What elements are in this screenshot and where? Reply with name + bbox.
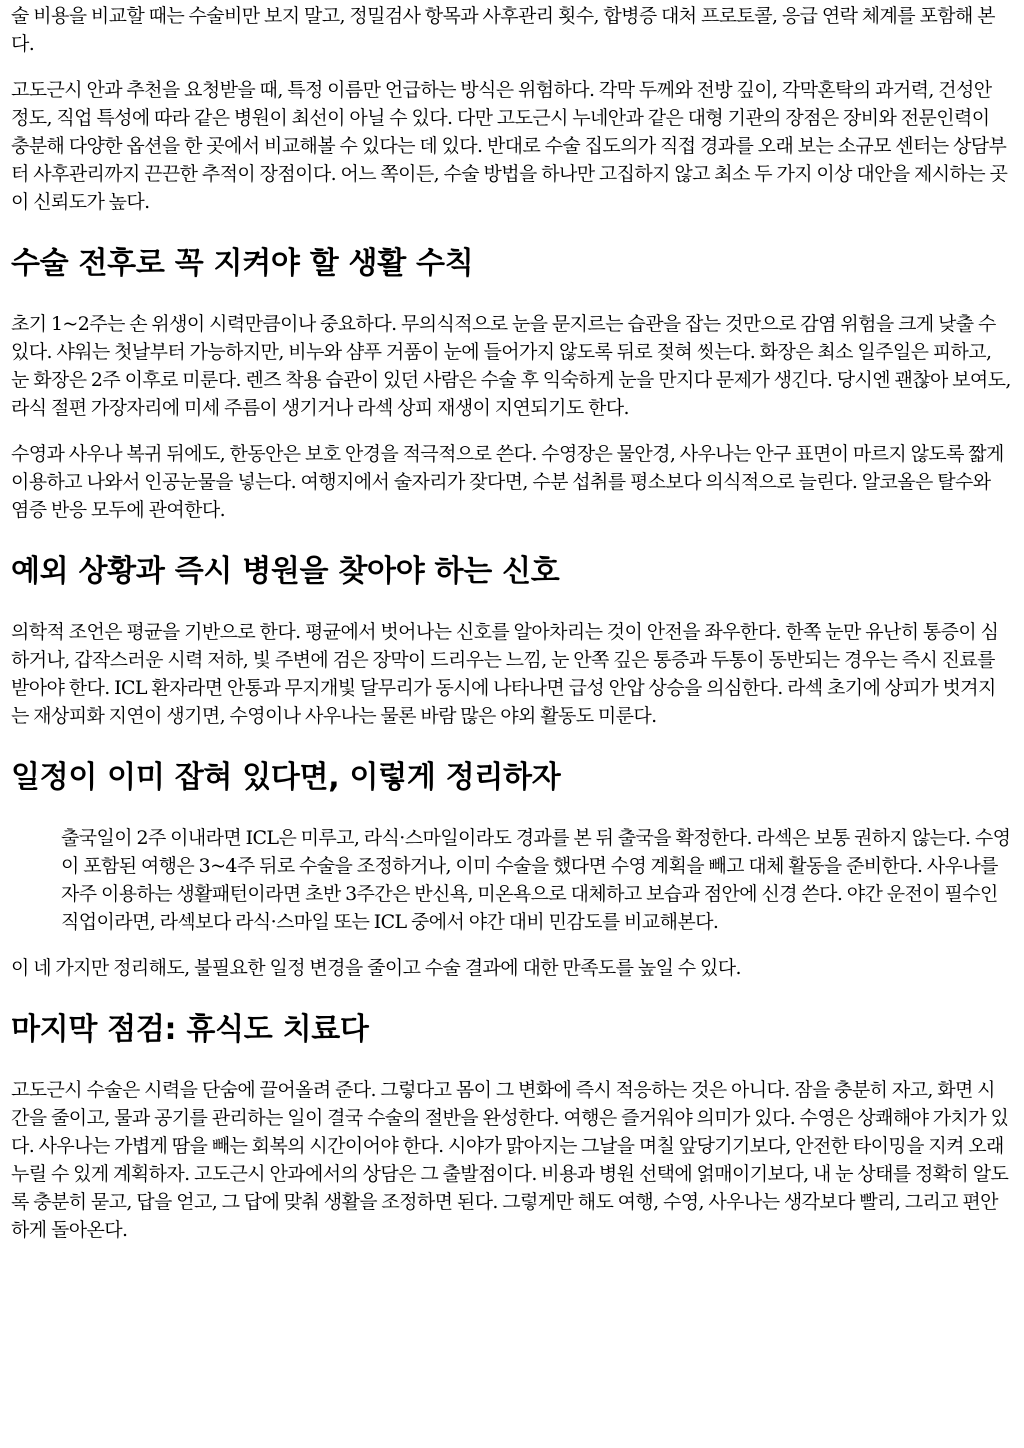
section-heading-final-check: 마지막 점검: 휴식도 치료다 [11, 1012, 369, 1047]
lifestyle-paragraph-swimming-sauna: 수영과 사우나 복귀 뒤에도, 한동안은 보호 안경을 적극적으로 쓴다. 수영장은 물안경, 사우나는 안구 표면이 마르지 않도록 짧게 이용하고 나와서 인공눈물을 넣는다. 여행지에서 술자리가 잦다면, 수분 섭취를 평소보다 의식적으로 늘린다. 알코올은 탈수와 염증 반응 모두에 관여한다. [11, 443, 1004, 521]
section-heading-lifestyle-rules: 수술 전후로 꼭 지켜야 할 생활 수칙 [11, 246, 474, 281]
article-body [11, 0, 1011, 1244]
schedule-blockquote [61, 824, 1011, 936]
schedule-quote-text: 출국일이 2주 이내라면 ICL은 미루고, 라식·스마일이라도 경과를 본 뒤 출국을 확정한다. 라섹은 보통 권하지 않는다. 수영이 포함된 여행은 3~4주 뒤로 수술을 조정하거나, 이미 수술을 했다면 수영 계획을 빼고 대체 활동을 준비한다. 사우나를 자주 이용하는 생활패턴이라면 초반 3주간은 반신욕, 미온욕으로 대체하고 보습과 점안에 신경 쓴다. 야간 운전이 필수인 직업이라면, 라섹보다 라식·스마일 또는 ICL 중에서 야간 대비 민감도를 비교해본다. [61, 827, 1011, 933]
intro-paragraph-cost: 술 비용을 비교할 때는 수술비만 보지 말고, 정밀검사 항목과 사후관리 횟수, 합병증 대처 프로토콜, 응급 연락 체계를 포함해 본다. [11, 5, 995, 55]
section-heading-schedule: 일정이 이미 잡혀 있다면, 이렇게 정리하자 [11, 760, 561, 795]
section-heading-warning-signs: 예외 상황과 즉시 병원을 찾아야 하는 신호 [11, 554, 560, 589]
lifestyle-paragraph-hygiene: 초기 1~2주는 손 위생이 시력만큼이나 중요하다. 무의식적으로 눈을 문지르는 습관을 잡는 것만으로 감염 위험을 크게 낮출 수 있다. 샤워는 첫날부터 가능하지만, 비누와 샴푸 거품이 눈에 들어가지 않도록 뒤로 젖혀 씻는다. 화장은 최소 일주일은 피하고, 눈 화장은 2주 이후로 미룬다. 렌즈 착용 습관이 있던 사람은 수술 후 익숙하게 눈을 만지다 문제가 생긴다. 당시엔 괜찮아 보여도, 라식 절편 가장자리에 미세 주름이 생기거나 라섹 상피 재생이 지연되기도 한다. [11, 313, 1011, 419]
intro-paragraph-recommendation: 고도근시 안과 추천을 요청받을 때, 특정 이름만 언급하는 방식은 위험하다. 각막 두께와 전방 깊이, 각막혼탁의 과거력, 건성안 정도, 직업 특성에 따라 같은 병원이 최선이 아닐 수 있다. 다만 고도근시 누네안과 같은 대형 기관의 장점은 장비와 전문인력이 충분해 다양한 옵션을 한 곳에서 비교해볼 수 있다는 데 있다. 반대로 수술 집도의가 직접 경과를 오래 보는 소규모 센터는 상담부터 사후관리까지 끈끈한 추적이 장점이다. 어느 쪽이든, 수술 방법을 하나만 고집하지 않고 최소 두 가지 이상 대안을 제시하는 곳이 신뢰도가 높다. [11, 79, 1008, 213]
schedule-summary-paragraph: 이 네 가지만 정리해도, 불필요한 일정 변경을 줄이고 수술 결과에 대한 만족도를 높일 수 있다. [11, 957, 741, 979]
warning-signs-paragraph: 의학적 조언은 평균을 기반으로 한다. 평균에서 벗어나는 신호를 알아차리는 것이 안전을 좌우한다. 한쪽 눈만 유난히 통증이 심하거나, 갑작스러운 시력 저하, 빛 주변에 검은 장막이 드리우는 느낌, 눈 안쪽 깊은 통증과 두통이 동반되는 경우는 즉시 진료를 받아야 한다. ICL 환자라면 안통과 무지개빛 달무리가 동시에 나타나면 급성 안압 상승을 의심한다. 라섹 초기에 상피가 벗겨지는 재상피화 지연이 생기면, 수영이나 사우나는 물론 바람 많은 야외 활동도 미룬다. [11, 621, 999, 727]
final-check-paragraph: 고도근시 수술은 시력을 단숨에 끌어올려 준다. 그렇다고 몸이 그 변화에 즉시 적응하는 것은 아니다. 잠을 충분히 자고, 화면 시간을 줄이고, 물과 공기를 관리하는 일이 결국 수술의 절반을 완성한다. 여행은 즐거워야 의미가 있다. 수영은 상쾌해야 가치가 있다. 사우나는 가볍게 땀을 빼는 회복의 시간이어야 한다. 시야가 맑아지는 그날을 며칠 앞당기기보다, 안전한 타이밍을 지켜 오래 누릴 수 있게 계획하자. 고도근시 안과에서의 상담은 그 출발점이다. 비용과 병원 선택에 얽매이기보다, 내 눈 상태를 정확히 알도록 충분히 묻고, 답을 얻고, 그 답에 맞춰 생활을 조정하면 된다. 그렇게만 해도 여행, 수영, 사우나는 생각보다 빨리, 그리고 편안하게 돌아온다. [11, 1079, 1009, 1241]
